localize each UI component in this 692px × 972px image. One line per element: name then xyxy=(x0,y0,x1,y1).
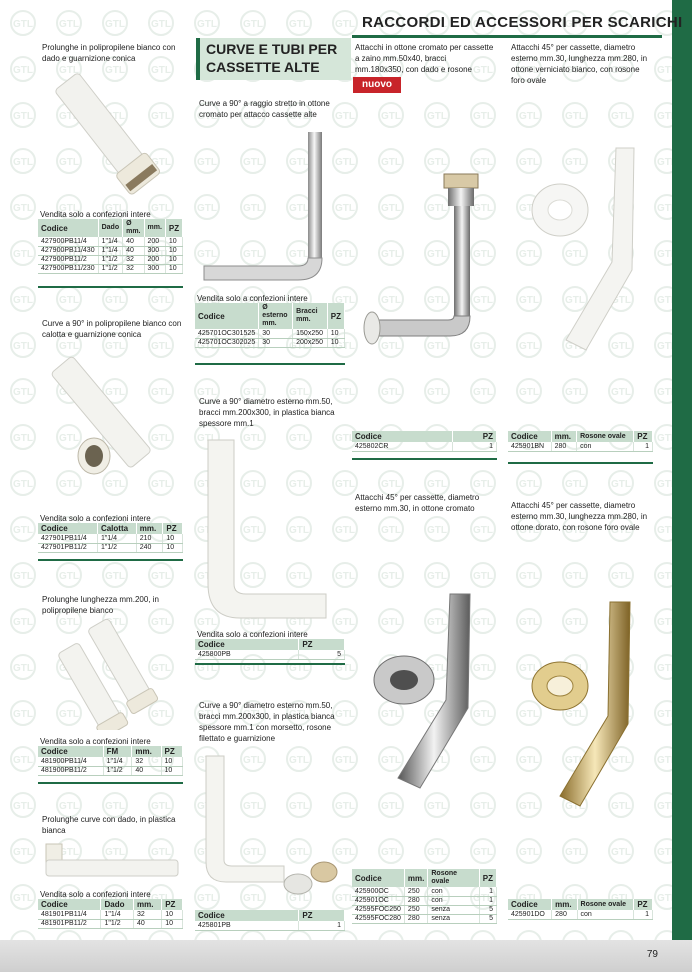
table-cell: 425701OC301525 xyxy=(195,329,259,338)
table-cell: 425801PB xyxy=(195,921,299,930)
sales-note: Vendita solo a confezioni intere xyxy=(40,514,151,523)
table-cell: 300 xyxy=(144,264,165,273)
product-table xyxy=(508,899,653,920)
table-cell: 40 xyxy=(123,246,144,255)
table-cell: 427901PB11/2 xyxy=(38,543,97,552)
table-cell: 10 xyxy=(163,543,183,552)
white-elbow-with-rosette-image xyxy=(200,752,345,902)
table-header: mm. xyxy=(136,523,163,534)
table-header: FM xyxy=(103,746,132,757)
table-cell: 300 xyxy=(144,246,165,255)
table-cell: 425800PB xyxy=(195,650,299,659)
product-description: Curve a 90° diametro esterno mm.50, bracci mm.200x300, in plastica bianca spessore mm.1 con morsetto, rosone filettato e guarnizione xyxy=(199,701,335,743)
table-header: PZ xyxy=(327,303,344,329)
table-cell: 40 xyxy=(123,237,144,246)
table-cell: con xyxy=(428,887,479,896)
table-cell: senza xyxy=(428,914,479,923)
table-cell: 1"1/2 xyxy=(101,919,134,928)
table-cell: 240 xyxy=(136,543,163,552)
table-cell: 425901DO xyxy=(508,910,552,919)
table-header: Codice xyxy=(38,523,97,534)
table-row xyxy=(508,910,653,919)
table-cell: 5 xyxy=(299,650,345,659)
chrome-cassette-connector-image xyxy=(352,170,502,360)
sales-note: Vendita solo a confezioni intere xyxy=(40,737,151,746)
table-cell: con xyxy=(428,896,479,905)
product-table xyxy=(195,910,345,931)
table-cell: 32 xyxy=(123,264,144,273)
product-table xyxy=(195,639,345,660)
table-cell: 425701OC302025 xyxy=(195,338,259,347)
table-cell: 481901PB11/2 xyxy=(38,919,101,928)
section-divider xyxy=(38,782,183,784)
white-plastic-elbow-image xyxy=(200,434,335,624)
table-cell: 200x250 xyxy=(293,338,328,347)
title-divider xyxy=(352,35,662,38)
table-header: Codice xyxy=(195,303,259,329)
table-cell: 10 xyxy=(165,246,182,255)
table-cell: 42595FOC250 xyxy=(352,905,404,914)
table-cell: 1"1/4 xyxy=(97,534,136,543)
table-cell: 427900PB11/4 xyxy=(38,237,98,246)
table-header: Ø mm. xyxy=(123,219,144,237)
table-cell: 32 xyxy=(123,255,144,264)
table-header: mm. xyxy=(551,431,577,442)
table-row xyxy=(38,757,183,766)
table-row xyxy=(352,896,497,905)
table-cell: 481900PB11/2 xyxy=(38,766,103,775)
table-cell: con xyxy=(577,442,634,451)
table-cell: 1 xyxy=(479,896,496,905)
table-header: PZ xyxy=(161,746,182,757)
product-table xyxy=(352,869,497,924)
table-cell: 1"1/2 xyxy=(97,543,136,552)
table-cell: 200 xyxy=(144,255,165,264)
table-cell: 10 xyxy=(165,237,182,246)
table-cell: 10 xyxy=(162,910,183,919)
table-row xyxy=(352,905,497,914)
table-cell: 280 xyxy=(404,914,427,923)
table-header: mm. xyxy=(552,899,577,910)
product-description: Curve a 90° a raggio stretto in ottone cromato per attacco cassette alte xyxy=(199,99,330,119)
table-cell: 1"1/4 xyxy=(98,237,123,246)
table-header: Calotta xyxy=(97,523,136,534)
sales-note: Vendita solo a confezioni intere xyxy=(197,630,308,639)
page-footer-band xyxy=(0,940,692,972)
section-divider xyxy=(195,663,345,665)
product-description: Attacchi 45° per cassette, diametro esterno mm.30, lunghezza mm.280, in ottone verniciato bianco, con rosone foro ovale xyxy=(511,43,648,85)
table-header: Codice xyxy=(38,899,101,910)
product-table xyxy=(38,219,183,274)
section-heading: CURVE E TUBI PER CASSETTE ALTE xyxy=(196,38,351,80)
table-cell: 1"1/4 xyxy=(103,757,132,766)
table-row xyxy=(38,534,183,543)
product-table xyxy=(508,431,653,452)
table-cell: 1 xyxy=(299,921,345,930)
table-cell: 427900PB11/430 xyxy=(38,246,98,255)
table-header: Rosone ovale xyxy=(577,899,634,910)
product-description: Curve a 90° diametro esterno mm.50, bracci mm.200x300, in plastica bianca spessore mm.1 xyxy=(199,397,335,428)
table-cell: 250 xyxy=(404,905,427,914)
table-cell: 32 xyxy=(132,757,161,766)
table-header: PZ xyxy=(479,869,496,887)
table-header: PZ xyxy=(299,910,345,921)
table-header: PZ xyxy=(163,523,183,534)
white-45-connector-image xyxy=(520,140,660,360)
table-cell: 40 xyxy=(132,766,161,775)
table-header: Rosone ovale xyxy=(577,431,634,442)
table-row xyxy=(352,442,497,451)
table-header: Dado xyxy=(98,219,123,237)
table-header: Ø esterno mm. xyxy=(259,303,293,329)
section-divider xyxy=(38,286,183,288)
table-header: PZ xyxy=(162,899,183,910)
table-cell: 10 xyxy=(162,919,183,928)
product-table xyxy=(38,523,183,553)
table-cell: 425901OC xyxy=(352,896,404,905)
product-description: Attacchi 45° per cassette, diametro esterno mm.30, lunghezza mm.280, in ottone dorato, con rosone foro ovale xyxy=(511,501,648,532)
table-cell: 427901PB11/4 xyxy=(38,534,97,543)
table-cell: 42595FOC280 xyxy=(352,914,404,923)
section-divider xyxy=(195,363,345,365)
table-cell: 10 xyxy=(327,329,344,338)
table-cell: 481900PB11/4 xyxy=(38,757,103,766)
product-table xyxy=(38,746,183,776)
table-cell: 1"1/4 xyxy=(101,910,134,919)
table-header: Codice xyxy=(38,219,98,237)
table-cell: 150x250 xyxy=(293,329,328,338)
table-row xyxy=(508,442,653,451)
product-description: Prolunghe lunghezza mm.200, in polipropilene bianco xyxy=(42,595,159,615)
table-cell: 425900OC xyxy=(352,887,404,896)
table-cell: 280 xyxy=(552,910,577,919)
table-header: Codice xyxy=(508,431,551,442)
table-cell: 1 xyxy=(479,887,496,896)
table-row xyxy=(195,921,345,930)
table-cell: 5 xyxy=(479,905,496,914)
table-header: PZ xyxy=(165,219,182,237)
table-header: Codice xyxy=(508,899,552,910)
table-header: Codice xyxy=(352,869,404,887)
table-cell: 10 xyxy=(165,255,182,264)
table-cell: 425901BN xyxy=(508,442,551,451)
white-extension-pair-image xyxy=(45,618,185,730)
table-row xyxy=(38,766,183,775)
product-description: Curve a 90° in polipropilene bianco con calotta e guarnizione conica xyxy=(42,319,182,339)
table-cell: 1 xyxy=(634,910,653,919)
table-cell: 427900PB11/2 xyxy=(38,255,98,264)
sales-note: Vendita solo a confezioni intere xyxy=(197,294,308,303)
sales-note: Vendita solo a confezioni intere xyxy=(40,890,151,899)
table-header: mm. xyxy=(144,219,165,237)
table-header: PZ xyxy=(453,431,497,442)
new-badge: nuovo xyxy=(353,77,401,93)
table-row xyxy=(38,264,183,273)
table-header: Rosone ovale xyxy=(428,869,479,887)
table-cell: 1 xyxy=(453,442,497,451)
table-header: Bracci mm. xyxy=(293,303,328,329)
table-cell: 481901PB11/4 xyxy=(38,910,101,919)
white-elbow-tube-image xyxy=(40,344,190,504)
chrome-45-connector-image xyxy=(368,588,498,798)
table-header: mm. xyxy=(404,869,427,887)
page-number: 79 xyxy=(646,949,658,960)
table-cell: 30 xyxy=(259,338,293,347)
table-cell: 10 xyxy=(327,338,344,347)
product-description: Prolunghe in polipropilene bianco con dado e guarnizione conica xyxy=(42,43,176,63)
table-header: Codice xyxy=(195,639,299,650)
table-cell: 5 xyxy=(479,914,496,923)
table-row xyxy=(195,329,345,338)
table-cell: 10 xyxy=(161,757,182,766)
table-cell: 425802CR xyxy=(352,442,453,451)
product-description: Attacchi 45° per cassette, diametro esterno mm.30, in ottone cromato xyxy=(355,493,480,513)
table-cell: con xyxy=(577,910,634,919)
table-row xyxy=(38,910,183,919)
section-divider xyxy=(352,458,497,460)
table-cell: 40 xyxy=(133,919,161,928)
table-header: Codice xyxy=(195,910,299,921)
section-divider xyxy=(508,462,653,464)
table-row xyxy=(38,237,183,246)
table-cell: 10 xyxy=(161,766,182,775)
chrome-elbow-tube-image xyxy=(198,128,338,288)
table-cell: 30 xyxy=(259,329,293,338)
table-cell: 1 xyxy=(634,442,653,451)
table-cell: 427900PB11/230 xyxy=(38,264,98,273)
table-cell: 1"1/2 xyxy=(98,255,123,264)
sales-note: Vendita solo a confezioni intere xyxy=(40,210,151,219)
table-cell: 10 xyxy=(165,264,182,273)
table-header: PZ xyxy=(634,899,653,910)
table-header: PZ xyxy=(299,639,345,650)
table-row xyxy=(195,338,345,347)
side-color-band xyxy=(672,0,692,972)
table-row xyxy=(352,914,497,923)
white-extension-tube-image xyxy=(50,66,170,206)
table-cell: 1"1/4 xyxy=(98,246,123,255)
product-table xyxy=(352,431,497,452)
table-cell: 280 xyxy=(404,896,427,905)
page-title: RACCORDI ED ACCESSORI PER SCARICHI xyxy=(362,14,683,31)
white-curved-extension-image xyxy=(40,840,185,885)
table-cell: 1"1/2 xyxy=(103,766,132,775)
table-cell: 10 xyxy=(163,534,183,543)
table-header: Codice xyxy=(38,746,103,757)
table-row xyxy=(38,543,183,552)
product-table xyxy=(38,899,183,929)
table-row xyxy=(352,887,497,896)
table-cell: 250 xyxy=(404,887,427,896)
product-table xyxy=(195,303,345,348)
table-cell: 280 xyxy=(551,442,577,451)
table-cell: 32 xyxy=(133,910,161,919)
table-cell: senza xyxy=(428,905,479,914)
table-row xyxy=(195,650,345,659)
table-cell: 210 xyxy=(136,534,163,543)
product-description: Prolunghe curve con dado, in plastica bianca xyxy=(42,815,176,835)
table-header: Codice xyxy=(352,431,453,442)
table-row xyxy=(38,255,183,264)
table-cell: 1"1/2 xyxy=(98,264,123,273)
table-row xyxy=(38,919,183,928)
table-header: PZ xyxy=(634,431,653,442)
table-header: mm. xyxy=(132,746,161,757)
product-description: Attacchi in ottone cromato per cassette a zaino mm.50x40, bracci mm.180x350, con dado e rosone xyxy=(355,43,494,74)
table-header: mm. xyxy=(133,899,161,910)
table-row xyxy=(38,246,183,255)
gold-45-connector-image xyxy=(520,596,660,816)
section-divider xyxy=(38,559,183,561)
table-cell: 200 xyxy=(144,237,165,246)
table-header: Dado xyxy=(101,899,134,910)
